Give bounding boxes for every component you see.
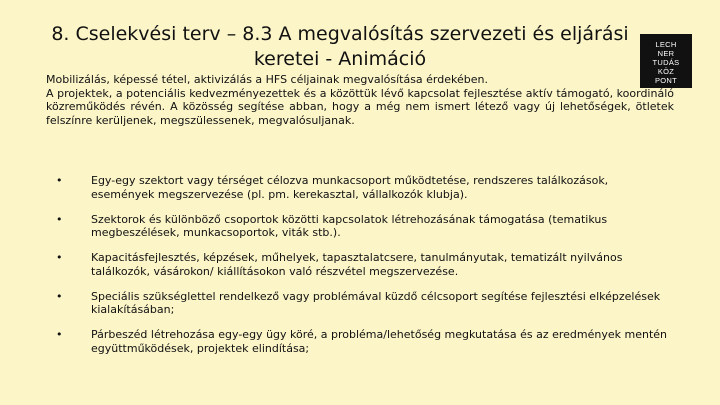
bullet-marker: • <box>56 174 63 187</box>
bullet-list <box>46 174 674 367</box>
bullet-marker: • <box>56 289 63 303</box>
bullet-marker: • <box>56 251 63 264</box>
bullet-marker: • <box>56 328 63 341</box>
list-item <box>46 290 674 317</box>
list-item <box>46 213 674 240</box>
bullet-text: Kapacitásfejlesztés, képzések, műhelyek, tapasztalatcsere, tanulmányutak, tematizált nyilvános találkozók, vásárokon/ kiállításokon való részvétel megszervezése. <box>91 251 623 278</box>
slide-title: 8. Cselekvési terv – 8.3 A megvalósítás szervezeti és eljárási keretei - Animáció <box>51 23 629 70</box>
list-item <box>46 174 674 201</box>
bullet-marker: • <box>56 212 63 226</box>
bullet-text: Párbeszéd létrehozása egy-egy ügy köré, a probléma/lehetőség megkutatása és az eredmények mentén együttműködések, projektek elindítása; <box>91 328 668 355</box>
bullet-text: Szektorok és különböző csoportok közötti kapcsolatok létrehozásának támogatása (tematikus megbeszélések, munkacsoportok, viták stb.). <box>91 212 608 239</box>
logo-line: TUDÁS <box>652 58 680 67</box>
bullet-text: Egy-egy szektort vagy térséget célozva munkacsoport működtetése, rendszeres találkozások, események megszervezése (pl. pm. kerekasztal, vállalkozók klubja). <box>91 174 609 201</box>
logo-line: PONT <box>654 76 678 85</box>
list-item <box>46 328 674 355</box>
intro-text <box>46 73 674 127</box>
intro-line-1: Mobilizálás, képessé tétel, aktivizálás a HFS céljainak megvalósítása érdekében. <box>46 73 488 86</box>
logo-line: LECH <box>655 40 677 49</box>
logo-line: NER <box>657 49 675 58</box>
logo-line: KÖZ <box>657 67 675 76</box>
list-item <box>46 251 674 278</box>
intro-line-2: A projektek, a potenciális kedvezményezettek és a közöttük lévő kapcsolat fejlesztése aktív támogató, koordináló közreműködés révén. A közösség segítése abban, hogy a még nem ismert létező vagy új lehetőségek, ötletek felszínre kerüljenek, megszülessenek, megvalósuljanak. <box>46 86 674 127</box>
bullet-text: Speciális szükséglettel rendelkező vagy problémával küzdő célcsoport segítése fejlesztési elképzelések kialakításában; <box>91 289 661 316</box>
